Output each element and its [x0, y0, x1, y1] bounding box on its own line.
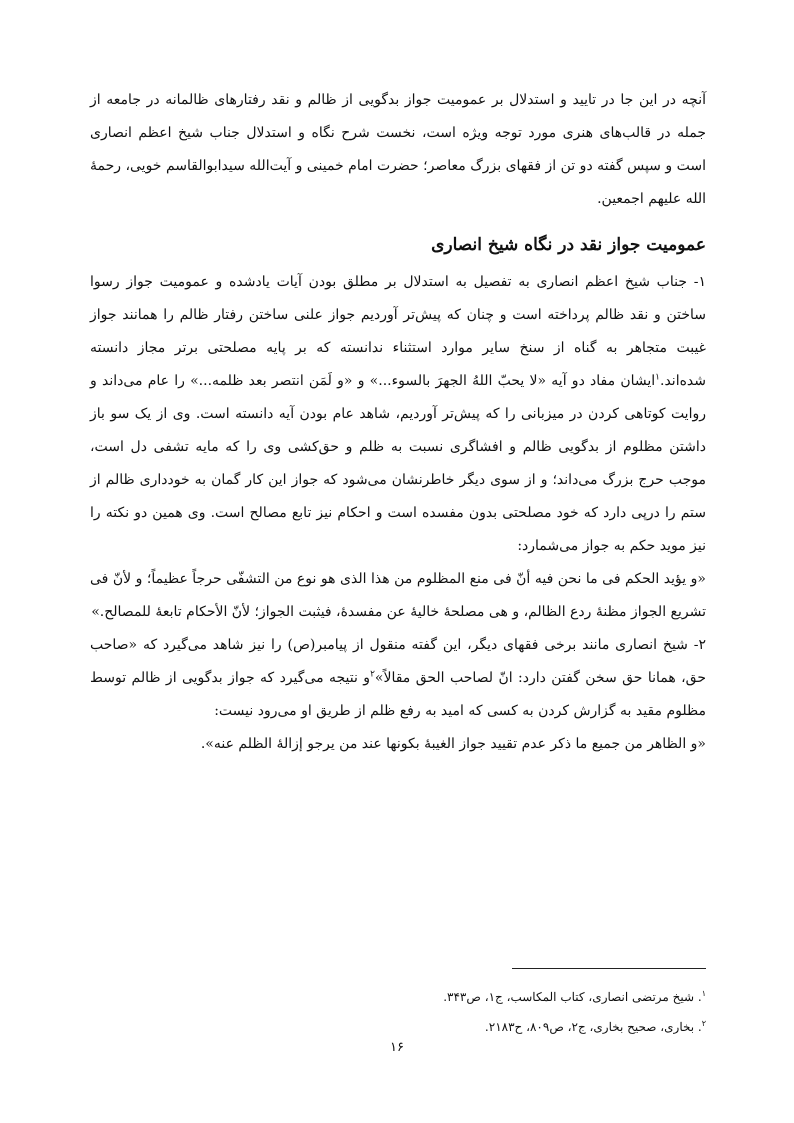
footnote-2-number: ۲ [701, 1019, 706, 1028]
paragraph-2-part-a: ۲- شیخ انصاری مانند برخی فقهای دیگر، این گفته منقول از پیامبر(ص) را نیز شاهد می‌گیرد که «صاحب حق، همانا حق سخن گفتن دارد: انّ لصاحب الحق مقالاً» [90, 637, 706, 686]
footnote-ref-2[interactable]: ۲ [370, 669, 375, 680]
paragraph-1-part-a: ۱- جناب شیخ اعظم انصاری به تفصیل به استدلال بر مطلق بودن آیات یادشده و عمومیت جواز رسوا ساختن و نقد ظالم پرداخته است و چنان که پیش‌تر آوردیم جواز علنی ساختن رفتار ظالم را همانند جواز غیبت متجاهر به گناه از سنخ سایر موارد استثناء ندانسته که بر پایه مصلحتی برتر مجاز دانسته شده‌اند. [90, 274, 706, 389]
footnote-2-text: . بخاری، صحیح بخاری، ج۲، ص۸۰۹، ح۲۱۸۳. [484, 1020, 702, 1034]
footnote-1-number: ۱ [701, 989, 706, 998]
footnote-1-text: . شیخ مرتضی انصاری، کتاب المکاسب، ج۱، ص۳۴۳. [443, 990, 702, 1004]
footnote-2 [90, 1012, 706, 1042]
footnote-ref-1[interactable]: ۱ [655, 372, 660, 383]
page-number: ۱۶ [390, 1040, 404, 1055]
section-heading: عمومیت جواز نقد در نگاه شیخ انصاری [431, 235, 706, 255]
quote-2: «و الظاهر من جمیع ما ذکر عدم تقیید جواز الغیبهٔ بکونها عند من یرجو إزالهٔ الظلم عنه». [200, 736, 706, 752]
footnotes [90, 982, 706, 1042]
paragraph-2 [90, 629, 706, 728]
intro-paragraph: آنچه در این جا در تایید و استدلال بر عمومیت جواز بدگویی از ظالم و نقد رفتارهای ظالمانه در جامعه از جمله در قالب‌های هنری مورد توجه ویژه است، نخست شرح نگاه و استدلال جناب شیخ اعظم انصاری است و سپس گفته دو تن از فقهای بزرگ معاصر؛ حضرت امام خمینی و آیت‌الله سیدابوالقاسم خویی، رحمهٔ الله علیهم اجمعین. [90, 92, 706, 207]
footnote-divider [512, 968, 706, 969]
paragraph-1 [90, 266, 706, 563]
footnote-1 [90, 982, 706, 1012]
paragraph-2-part-b: و نتیجه می‌گیرد که جواز بدگویی از ظالم توسط مظلوم مقید به گزارش کردن به کسی که امید به رفع ظلم از طریق او می‌رود نیست: [90, 670, 706, 719]
page-body [90, 84, 706, 761]
paragraph-1-part-b: ایشان مفاد دو آیه «لا یحبّ اللهُ الجهرَ بالسوء...» و «و لَمَن انتصر بعد ظلمه...» را عام می‌داند و روایت کوتاهی کردن در میزبانی را که پیش‌تر آوردیم، شاهد عام بودن آیه دانسته است. وی از یک سو باز داشتن مظلوم از بدگویی ظالم و افشاگری نسبت به ظلم و حق‌کشی وی را که مایه تشفی دل است، موجب حرج بزرگ می‌داند؛ و از سوی دیگر خاطرنشان می‌شود که جواز این کار گمان به خودداری ظالم از ستم را درپی دارد که خود مصلحتی بدون مفسده است و احکام نیز تابع مصالح است. وی همین دو نکته را نیز موید حکم به جواز می‌شمارد: [90, 373, 706, 554]
quote-1: «و یؤید الحکم فی ما نحن فیه أنّ فی منع المظلوم من هذا الذی هو نوع من التشفّی حرجاً عظیماً؛ و لأنّ فی تشریع الجواز مظنهٔ ردع الظالم، و هی مصلحهٔ خالیهٔ عن مفسدهٔ، فیثبت الجواز؛ لأنّ الأحکام تابعهٔ للمصالح.» [90, 571, 706, 620]
